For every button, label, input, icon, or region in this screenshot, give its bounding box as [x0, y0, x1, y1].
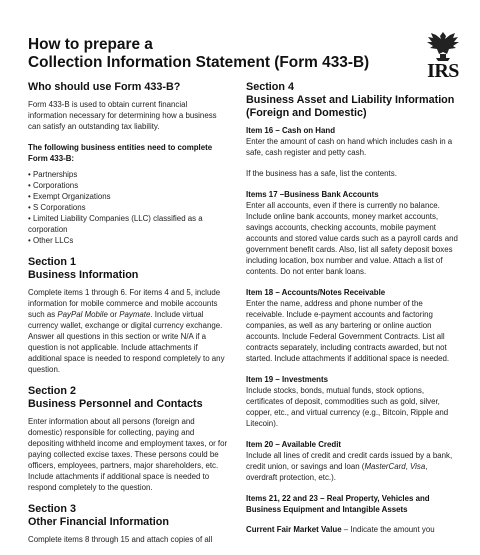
list-item: • Other LLCs [28, 235, 228, 246]
section-1-text-paymate: Paymate [119, 310, 151, 319]
section-3-label: Section 3 [28, 503, 77, 515]
section-2-heading [28, 385, 228, 411]
item-20-text [246, 450, 460, 483]
section-3-heading [28, 503, 228, 529]
irs-logo-text: IRS [427, 60, 459, 82]
item-21-heading: Items 21, 22 and 23 – Real Property, Vehicles and Business Equipment and Intangible Assets [246, 494, 430, 514]
section-2-label: Section 2 [28, 385, 77, 397]
item-20-text-visa: Visa [410, 462, 426, 471]
irs-logo [424, 30, 462, 86]
list-item: • Exempt Organizations [28, 191, 228, 202]
section-1-title: Business Information [28, 269, 139, 281]
list-item: • Partnerships [28, 169, 228, 180]
entities-heading: The following business entities need to complete Form 433-B: [28, 143, 213, 163]
page-title [28, 36, 369, 72]
entities-list [28, 169, 228, 246]
item-20-text-mastercard: MasterCard [364, 462, 406, 471]
item-20-text-b: , [405, 462, 411, 471]
item-16-heading: Item 16 – Cash on Hand [246, 126, 336, 135]
item-20-heading: Item 20 – Available Credit [246, 440, 342, 449]
title-line-1: How to prepare a [28, 36, 153, 53]
section-2-title: Business Personnel and Contacts [28, 398, 203, 410]
section-1-text-b: or [107, 310, 120, 319]
section-1-heading [28, 256, 228, 282]
section-3-title: Other Financial Information [28, 516, 169, 528]
item-16-text: Enter the amount of cash on hand which includes cash in a safe, cash register and petty cash. [246, 137, 453, 157]
item-19-heading: Item 19 – Investments [246, 375, 329, 384]
cfmv-heading: Current Fair Market Value [246, 525, 342, 534]
item-16-text-2: If the business has a safe, list the contents. [246, 169, 397, 178]
list-item: • Corporations [28, 180, 228, 191]
title-line-2: Collection Information Statement (Form 433-B) [28, 54, 370, 71]
section-3-text: Complete items 8 through 15 and attach copies of all [28, 535, 213, 544]
item-17-heading: Items 17 –Business Bank Accounts [246, 190, 379, 199]
item-18-text: Enter the name, address and phone number of the receivable. Include e-payment accounts and factoring companies, as well as any bartering or online auction accounts. Include Federal Government Contracts. List all contracts separately, including contracts awarded, but not started. Include attachments if additional space is needed. [246, 299, 450, 363]
section-4-label: Section 4 [246, 81, 295, 93]
item-20-text-c: , overdraft protection, etc.). [246, 462, 428, 482]
who-text: Form 433-B is used to obtain current financial information necessary for determining how a business can satisfy an outstanding tax liability. [28, 100, 217, 131]
list-item: • Limited Liability Companies (LLC) classified as a corporation [28, 213, 228, 235]
section-1-text-a: Complete items 1 through 6. For items 4 and 5, include information for mobile commerce and mobile accounts such as [28, 288, 221, 319]
cfmv-text-body: – Indicate the amount you [341, 525, 435, 534]
section-2-text: Enter information about all persons (foreign and domestic) responsible for collecting, paying and depositing withheld income and employment taxes, or for paying collected excise taxes. These persons could be officers, employees, partners, major shareholders, etc. Include attachments if additional space is needed to respond completely to the question. [28, 417, 228, 492]
who-heading: Who should use Form 433-B? [28, 81, 181, 93]
left-column [28, 81, 228, 555]
eagle-icon [424, 30, 462, 62]
cfmv-text [246, 524, 460, 535]
item-20-text-a: Include all lines of credit and credit cards issued by a bank, credit union, or savings and loan ( [246, 451, 453, 471]
section-1-label: Section 1 [28, 256, 77, 268]
right-column [246, 81, 460, 545]
section-4-title: Business Asset and Liability Information (Foreign and Domestic) [246, 94, 455, 119]
list-item: • S Corporations [28, 202, 228, 213]
section-1-text [28, 287, 228, 375]
item-19-text: Include stocks, bonds, mutual funds, stock options, certificates of deposit, commodities such as gold, silver, copper, etc., and virtual currency (e.g., Bitcoin, Ripple and Litecoin). [246, 386, 449, 428]
item-18-heading: Item 18 – Accounts/Notes Receivable [246, 288, 386, 297]
item-17-text: Enter all accounts, even if there is currently no balance. Include online bank accounts, money market accounts, savings accounts, checking accounts, mobile payment accounts and stored value cards such as a payroll cards and government benefit cards. Also, list all safety deposit boxes including location, box number and value. Attach a list of contents. Do not enter bank loans. [246, 201, 458, 276]
section-1-text-paypal: PayPal Mobile [57, 310, 108, 319]
section-1-text-c: . Include virtual currency wallet, exchange or digital currency exchange. Answer all questions in this section or write N/A if a question is not applicable. Include attachments if additional space is needed to respond completely to any question. [28, 310, 225, 374]
section-4-heading [246, 81, 460, 120]
